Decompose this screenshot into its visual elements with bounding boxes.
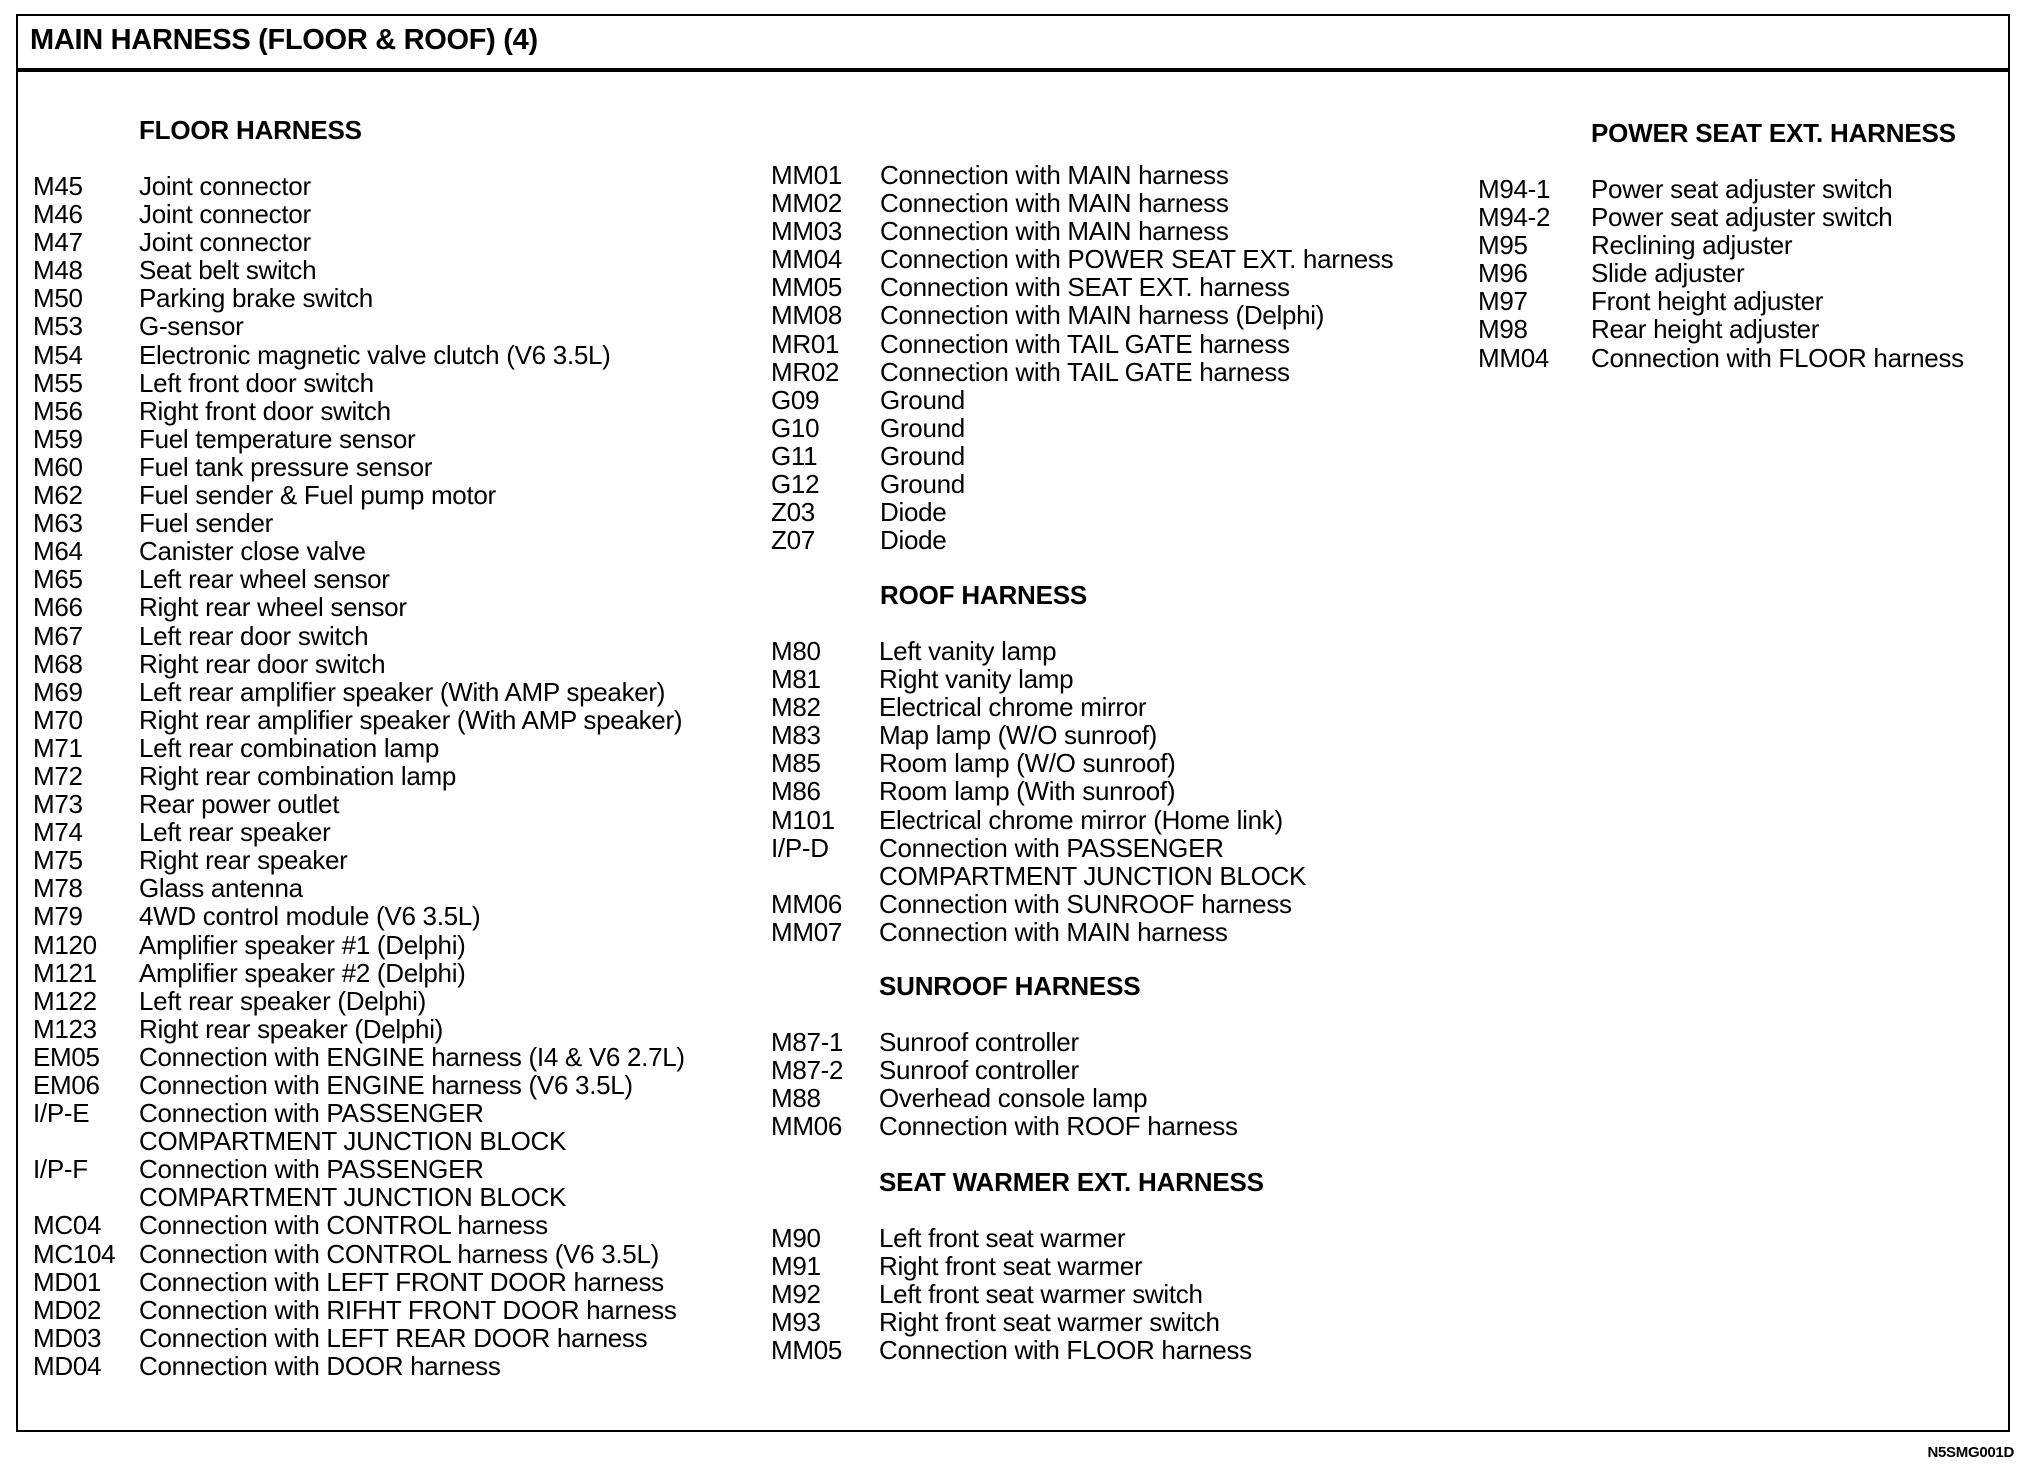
connector-description: Reclining adjuster [1591, 230, 1793, 261]
connector-description: Power seat adjuster switch [1591, 174, 1893, 204]
connector-row [33, 622, 753, 650]
connector-code: M45 [33, 171, 83, 201]
connector-code: M46 [33, 199, 83, 230]
connector-description: Right rear amplifier speaker (With AMP speaker) [139, 704, 683, 735]
connector-row [33, 200, 753, 228]
connector-description: Joint connector [139, 199, 311, 230]
connector-row [1478, 231, 2008, 259]
connector-row [1478, 315, 2008, 343]
connector-row [33, 453, 753, 481]
connector-row [771, 301, 1471, 329]
connector-code: M97 [1478, 286, 1528, 317]
connector-row [33, 874, 753, 902]
connector-description: Ground [880, 384, 965, 415]
connector-code: M71 [33, 732, 83, 763]
connector-code: M94-2 [1478, 202, 1551, 233]
connector-description: Parking brake switch [139, 283, 373, 314]
roof-harness-heading: ROOF HARNESS [880, 580, 1088, 610]
connector-description: Electrical chrome mirror (Home link) [879, 804, 1283, 835]
connector-code: M65 [33, 564, 83, 595]
connector-code: I/P-D [771, 832, 829, 863]
connector-code: G12 [771, 469, 820, 500]
connector-description: Seat belt switch [139, 255, 317, 286]
connector-description: Connection with LEFT FRONT DOOR harness [139, 1266, 664, 1297]
connector-row [33, 537, 753, 565]
connector-code: Z03 [771, 497, 815, 528]
connector-row [33, 987, 753, 1015]
connector-row [771, 637, 1471, 665]
connector-description: Connection with MAIN harness [879, 916, 1228, 947]
connector-description: Glass antenna [139, 873, 303, 904]
connector-code: M93 [771, 1307, 821, 1338]
connector-row [33, 1240, 753, 1268]
connector-row [33, 228, 753, 256]
connector-code: MD01 [33, 1266, 102, 1297]
connector-code: M123 [33, 1013, 97, 1044]
connector-description: Amplifier speaker #2 (Delphi) [139, 957, 466, 988]
sunroof-harness-heading: SUNROOF HARNESS [879, 971, 1141, 1001]
connector-row [771, 1280, 1471, 1308]
connector-description: Connection with ROOF harness [879, 1111, 1238, 1142]
connector-description: Ground [880, 412, 965, 443]
connector-row [771, 806, 1471, 834]
connector-description: Right rear wheel sensor [139, 592, 407, 623]
connector-row [771, 1224, 1471, 1252]
connector-description: Connection with DOOR harness [139, 1350, 501, 1381]
connector-description: Joint connector [139, 227, 311, 258]
connector-row [33, 256, 753, 284]
floor-harness-continued-list [771, 161, 1471, 554]
connector-row [33, 1099, 753, 1155]
connector-code: M86 [771, 776, 821, 807]
connector-row [771, 1056, 1471, 1084]
connector-description: Connection with MAIN harness [880, 216, 1229, 247]
connector-description: Left rear combination lamp [139, 732, 440, 763]
connector-row [771, 161, 1471, 189]
connector-row [771, 245, 1471, 273]
connector-row [771, 721, 1471, 749]
connector-row [771, 1252, 1471, 1280]
connector-code: M96 [1478, 258, 1528, 289]
connector-description: Ground [880, 440, 965, 471]
connector-description: Right front door switch [139, 395, 391, 426]
connector-description: Power seat adjuster switch [1591, 202, 1893, 233]
connector-code: M60 [33, 451, 83, 482]
connector-description: Connection with ENGINE harness (I4 & V6 2.7L) [139, 1041, 685, 1072]
connector-description: Fuel temperature sensor [139, 423, 416, 454]
connector-code: MC04 [33, 1210, 102, 1241]
connector-description: Connection with TAIL GATE harness [880, 328, 1290, 359]
connector-code: M87-1 [771, 1027, 844, 1057]
connector-description: Map lamp (W/O sunroof) [879, 720, 1158, 751]
connector-description: Connection with SEAT EXT. harness [880, 272, 1290, 303]
connector-code: MC104 [33, 1238, 116, 1269]
connector-description: Diode [880, 525, 947, 556]
connector-code: M56 [33, 395, 83, 426]
connector-description: Left rear wheel sensor [139, 564, 390, 595]
connector-row [771, 693, 1471, 721]
connector-code: M66 [33, 592, 83, 623]
connector-row [1478, 203, 2008, 231]
connector-row [33, 509, 753, 537]
connector-description: Ground [880, 469, 965, 500]
connector-row [771, 749, 1471, 777]
connector-description: Right rear speaker (Delphi) [139, 1013, 444, 1044]
connector-description: Connection with RIFHT FRONT DOOR harness [139, 1294, 677, 1325]
connector-code: I/P-E [33, 1098, 90, 1129]
connector-row [33, 1071, 753, 1099]
connector-code: M64 [33, 536, 83, 567]
connector-code: MM08 [771, 300, 843, 331]
connector-code: MR01 [771, 328, 840, 359]
roof-harness-list [771, 637, 1471, 946]
connector-code: M50 [33, 283, 83, 314]
connector-description: Left rear door switch [139, 620, 369, 651]
connector-row [33, 1043, 753, 1071]
power-seat-harness-list [1478, 175, 2008, 372]
connector-description: Connection with SUNROOF harness [879, 888, 1292, 919]
connector-code: MM04 [1478, 342, 1550, 373]
connector-description: Connection with FLOOR harness [879, 1335, 1252, 1366]
connector-row [771, 1084, 1471, 1112]
connector-code: M53 [33, 311, 83, 342]
connector-row [771, 834, 1471, 890]
connector-description: Left front door switch [139, 367, 374, 398]
connector-description: Connection with LEFT REAR DOOR harness [139, 1322, 648, 1353]
connector-code: M59 [33, 423, 83, 454]
connector-row [771, 1308, 1471, 1336]
connector-row [771, 442, 1471, 470]
page-title: MAIN HARNESS (FLOOR & ROOF) (4) [30, 24, 538, 56]
connector-code: MR02 [771, 356, 840, 387]
connector-description: Canister close valve [139, 536, 366, 567]
connector-code: M80 [771, 636, 821, 666]
connector-code: M68 [33, 648, 83, 679]
connector-row [33, 1211, 753, 1239]
floor-harness-list [33, 172, 753, 1380]
connector-row [33, 734, 753, 762]
connector-row [33, 762, 753, 790]
connector-code: Z07 [771, 525, 815, 556]
connector-row [771, 386, 1471, 414]
connector-description: Electrical chrome mirror [879, 692, 1147, 723]
connector-code: EM06 [33, 1070, 100, 1100]
connector-row [771, 526, 1471, 554]
connector-description: Fuel tank pressure sensor [139, 451, 433, 482]
connector-code: M78 [33, 873, 83, 904]
connector-row [771, 217, 1471, 245]
connector-description: Left rear speaker (Delphi) [139, 985, 426, 1016]
connector-code: I/P-F [33, 1154, 88, 1185]
connector-code: M67 [33, 620, 83, 651]
connector-code: M72 [33, 760, 83, 791]
connector-description: Connection with PASSENGER COMPARTMENT JUNCTION BLOCK [139, 1098, 567, 1157]
connector-row [33, 481, 753, 509]
connector-description: Left rear speaker [139, 817, 331, 848]
connector-description: Connection with ENGINE harness (V6 3.5L) [139, 1070, 633, 1100]
connector-code: MM03 [771, 216, 843, 247]
connector-code: M47 [33, 227, 83, 258]
connector-description: Sunroof controller [879, 1055, 1079, 1086]
seat-warmer-harness-list [771, 1224, 1471, 1364]
connector-row [771, 358, 1471, 386]
connector-code: G10 [771, 412, 820, 443]
connector-description: Diode [880, 497, 947, 528]
connector-row [33, 284, 753, 312]
connector-row [771, 777, 1471, 805]
connector-code: M85 [771, 748, 821, 779]
connector-row [771, 498, 1471, 526]
connector-row [33, 959, 753, 987]
connector-description: Left vanity lamp [879, 636, 1057, 666]
connector-row [33, 312, 753, 340]
connector-code: M83 [771, 720, 821, 751]
connector-description: 4WD control module (V6 3.5L) [139, 901, 481, 932]
connector-row [1478, 287, 2008, 315]
connector-row [33, 1015, 753, 1043]
connector-description: Fuel sender & Fuel pump motor [139, 480, 496, 511]
reference-code: N5SMG001D [1927, 1444, 2014, 1461]
connector-description: Connection with MAIN harness (Delphi) [880, 300, 1325, 331]
connector-code: M54 [33, 339, 83, 370]
connector-description: Connection with PASSENGER COMPARTMENT JUNCTION BLOCK [879, 832, 1307, 891]
connector-code: M73 [33, 789, 83, 820]
connector-code: MM04 [771, 244, 843, 275]
connector-row [771, 273, 1471, 301]
sunroof-harness-list [771, 1028, 1471, 1140]
connector-row [771, 470, 1471, 498]
connector-code: M63 [33, 508, 83, 539]
connector-code: M98 [1478, 314, 1528, 345]
connector-code: EM05 [33, 1041, 100, 1072]
connector-row [1478, 175, 2008, 203]
connector-description: Rear height adjuster [1591, 314, 1820, 345]
connector-description: Front height adjuster [1591, 286, 1824, 317]
connector-code: M122 [33, 985, 97, 1016]
connector-description: Connection with FLOOR harness [1591, 342, 1964, 373]
connector-description: Connection with CONTROL harness [139, 1210, 548, 1241]
connector-description: G-sensor [139, 311, 244, 342]
connector-code: M48 [33, 255, 83, 286]
connector-description: Connection with MAIN harness [880, 160, 1229, 190]
connector-code: M90 [771, 1223, 821, 1253]
connector-row [33, 1324, 753, 1352]
connector-description: Connection with CONTROL harness (V6 3.5L) [139, 1238, 659, 1269]
connector-code: MM07 [771, 916, 843, 947]
connector-row [33, 565, 753, 593]
connector-code: M91 [771, 1251, 821, 1282]
connector-row [33, 818, 753, 846]
connector-row [33, 678, 753, 706]
connector-code: MD02 [33, 1294, 102, 1325]
connector-row [771, 890, 1471, 918]
connector-code: M82 [771, 692, 821, 723]
connector-row [771, 1028, 1471, 1056]
connector-code: G11 [771, 440, 818, 471]
connector-description: Overhead console lamp [879, 1083, 1148, 1114]
connector-row [1478, 259, 2008, 287]
connector-description: Left front seat warmer switch [879, 1279, 1203, 1310]
connector-row [33, 790, 753, 818]
connector-row [33, 846, 753, 874]
connector-description: Amplifier speaker #1 (Delphi) [139, 929, 466, 960]
connector-description: Connection with PASSENGER COMPARTMENT JUNCTION BLOCK [139, 1154, 567, 1213]
connector-description: Joint connector [139, 171, 311, 201]
connector-description: Rear power outlet [139, 789, 340, 820]
connector-code: M101 [771, 804, 835, 835]
connector-code: M95 [1478, 230, 1528, 261]
connector-row [771, 1112, 1471, 1140]
connector-row [33, 650, 753, 678]
connector-description: Right front seat warmer switch [879, 1307, 1220, 1338]
connector-code: M94-1 [1478, 174, 1551, 204]
connector-row [771, 665, 1471, 693]
connector-code: MD04 [33, 1350, 102, 1381]
connector-row [33, 593, 753, 621]
connector-row [33, 1155, 753, 1211]
connector-code: M69 [33, 676, 83, 707]
connector-row [33, 369, 753, 397]
title-bar [18, 16, 2008, 72]
connector-code: MD03 [33, 1322, 102, 1353]
connector-row [1478, 344, 2008, 372]
connector-description: Right rear door switch [139, 648, 386, 679]
connector-description: Fuel sender [139, 508, 273, 539]
connector-description: Sunroof controller [879, 1027, 1079, 1057]
connector-description: Room lamp (With sunroof) [879, 776, 1176, 807]
connector-row [33, 706, 753, 734]
connector-description: Connection with TAIL GATE harness [880, 356, 1290, 387]
connector-code: M81 [771, 664, 821, 695]
connector-code: M121 [33, 957, 97, 988]
connector-row [771, 1336, 1471, 1364]
connector-row [33, 1268, 753, 1296]
floor-harness-heading: FLOOR HARNESS [139, 115, 362, 145]
connector-code: M74 [33, 817, 83, 848]
connector-code: M55 [33, 367, 83, 398]
connector-code: M120 [33, 929, 97, 960]
connector-row [33, 341, 753, 369]
connector-code: M75 [33, 845, 83, 876]
connector-description: Connection with MAIN harness [880, 188, 1229, 219]
connector-code: M92 [771, 1279, 821, 1310]
connector-code: M70 [33, 704, 83, 735]
connector-description: Slide adjuster [1591, 258, 1745, 289]
connector-description: Right vanity lamp [879, 664, 1074, 695]
connector-description: Right rear combination lamp [139, 760, 457, 791]
connector-description: Left rear amplifier speaker (With AMP speaker) [139, 676, 666, 707]
connector-code: M87-2 [771, 1055, 844, 1086]
connector-description: Right front seat warmer [879, 1251, 1143, 1282]
power-seat-harness-heading: POWER SEAT EXT. HARNESS [1591, 118, 1956, 148]
connector-row [33, 902, 753, 930]
connector-row [33, 931, 753, 959]
connector-code: M62 [33, 480, 83, 511]
connector-code: MM05 [771, 1335, 843, 1366]
connector-description: Left front seat warmer [879, 1223, 1126, 1253]
connector-code: M88 [771, 1083, 821, 1114]
connector-row [771, 330, 1471, 358]
connector-description: Room lamp (W/O sunroof) [879, 748, 1176, 779]
connector-row [33, 397, 753, 425]
connector-code: MM02 [771, 188, 843, 219]
connector-description: Connection with POWER SEAT EXT. harness [880, 244, 1394, 275]
connector-description: Right rear speaker [139, 845, 348, 876]
connector-row [771, 414, 1471, 442]
connector-code: MM01 [771, 160, 843, 190]
connector-code: M79 [33, 901, 83, 932]
connector-row [33, 425, 753, 453]
seat-warmer-harness-heading: SEAT WARMER EXT. HARNESS [879, 1167, 1264, 1197]
connector-code: MM06 [771, 888, 843, 919]
connector-code: G09 [771, 384, 820, 415]
connector-row [33, 1352, 753, 1380]
connector-row [33, 1296, 753, 1324]
connector-description: Electronic magnetic valve clutch (V6 3.5L) [139, 339, 611, 370]
connector-code: MM05 [771, 272, 843, 303]
connector-row [33, 172, 753, 200]
connector-row [771, 189, 1471, 217]
connector-code: MM06 [771, 1111, 843, 1142]
connector-row [771, 918, 1471, 946]
